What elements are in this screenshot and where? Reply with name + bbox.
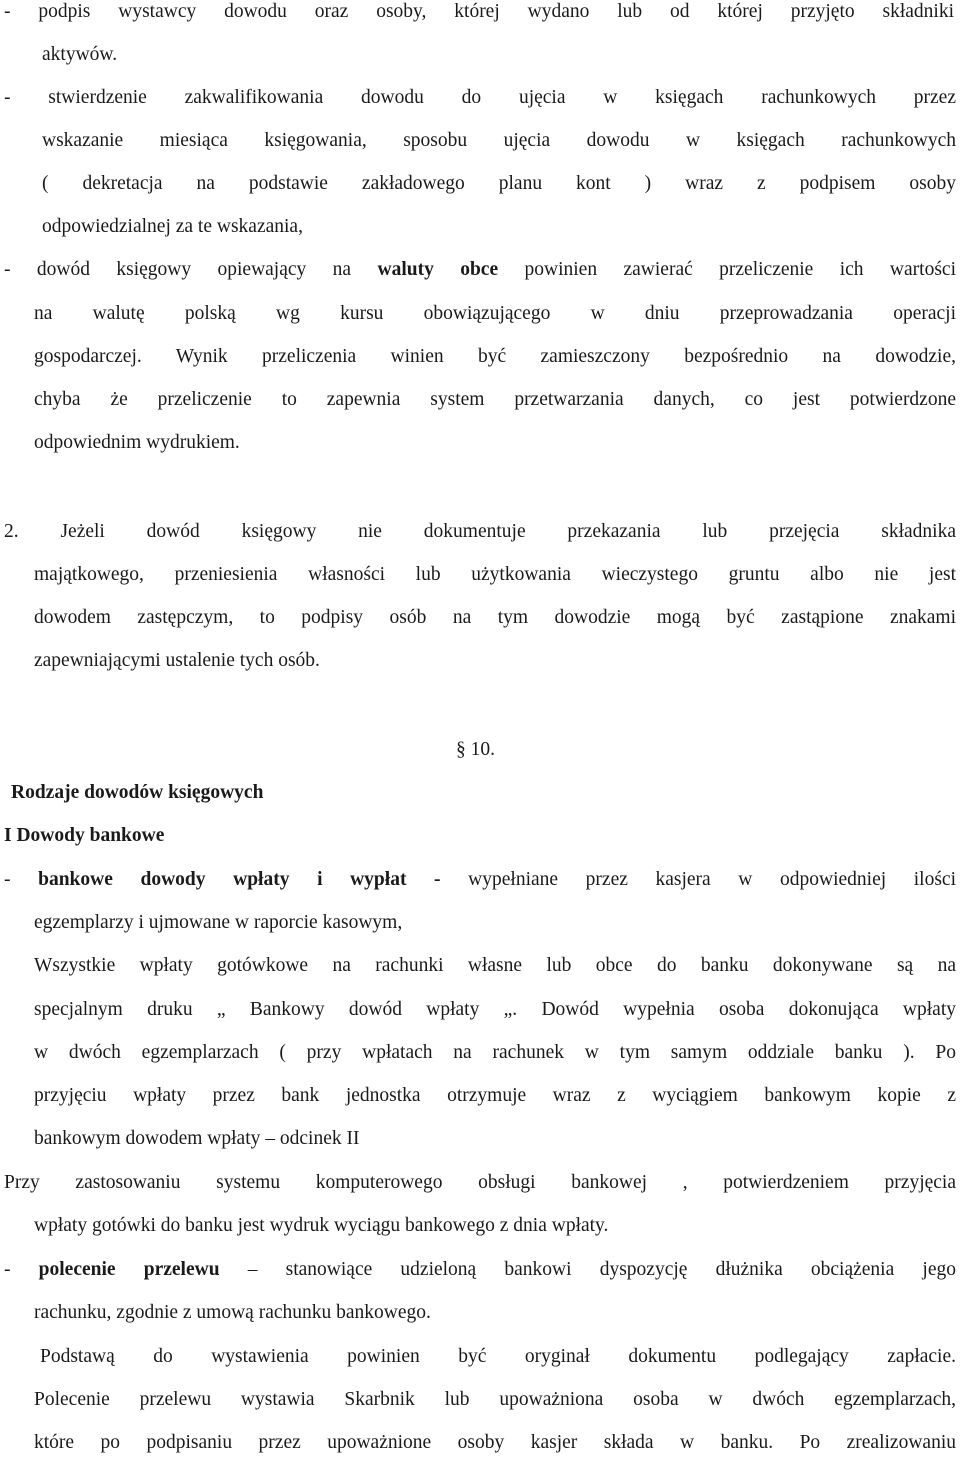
- text-span: wypełniane przez kasjera w odpowiedniej ilości: [468, 869, 957, 890]
- text-line: rachunku, zgodnie z umową rachunku bankowego.: [34, 1302, 431, 1323]
- text-span: – stanowiące udzieloną bankowi dyspozycję dłużnika obciążenia jego: [219, 1259, 956, 1280]
- text-line: Polecenie przelewu wystawia Skarbnik lub upoważniona osoba w dwóch egzemplarzach,: [34, 1389, 956, 1410]
- text-line: egzemplarzy i ujmowane w raporcie kasowym,: [34, 912, 403, 933]
- text-line: bankowym dowodem wpłaty – odcinek II: [34, 1128, 360, 1149]
- section-heading: Rodzaje dowodów księgowych: [11, 782, 264, 803]
- text-line: przyjęciu wpłaty przez bank jednostka otrzymuje wraz z wyciągiem bankowym kopie z: [34, 1085, 956, 1106]
- text-line: ( dekretacja na podstawie zakładowego planu kont ) wraz z podpisem osoby: [42, 173, 956, 194]
- text-line: gospodarczej. Wynik przeliczenia winien być zamieszczony bezpośrednio na dowodzie,: [34, 346, 956, 367]
- text-line: 2. Jeżeli dowód księgowy nie dokumentuje przekazania lub przejęcia składnika: [4, 521, 956, 542]
- bold-term: bankowe dowody wpłaty i wypłat -: [38, 869, 469, 890]
- text-line: aktywów.: [42, 44, 118, 65]
- text-line: które po podpisaniu przez upoważnione osoby kasjer składa w banku. Po zrealizowaniu: [34, 1432, 956, 1453]
- text-line: [4, 1258, 956, 1282]
- section-number: § 10.: [456, 739, 495, 760]
- text-line: [4, 868, 956, 892]
- text-line: - stwierdzenie zakwalifikowania dowodu do ujęcia w księgach rachunkowych przez: [4, 87, 956, 108]
- text-line: majątkowego, przeniesienia własności lub użytkowania wieczystego gruntu albo nie jest: [34, 564, 956, 585]
- text-line: Przy zastosowaniu systemu komputerowego obsługi bankowej , potwierdzeniem przyjęcia: [4, 1172, 956, 1193]
- text-line: zapewniającymi ustalenie tych osób.: [34, 650, 320, 671]
- subheading: I Dowody bankowe: [4, 825, 165, 846]
- text-line: Wszystkie wpłaty gotówkowe na rachunki własne lub obce do banku dokonywane są na: [34, 955, 956, 976]
- text-line: na walutę polską wg kursu obowiązującego w dniu przeprowadzania operacji: [34, 303, 956, 324]
- text-span: powinien zawierać przeliczenie ich wartości: [498, 259, 956, 280]
- text-line: wpłaty gotówki do banku jest wydruk wyciągu bankowego z dnia wpłaty.: [34, 1215, 609, 1236]
- text-line: odpowiedzialnej za te wskazania,: [42, 216, 303, 237]
- text-span: -: [4, 1259, 39, 1280]
- text-line: odpowiednim wydrukiem.: [34, 432, 240, 453]
- text-line: chyba że przeliczenie to zapewnia system przetwarzania danych, co jest potwierdzone: [34, 389, 956, 410]
- text-line: wskazanie miesiąca księgowania, sposobu ujęcia dowodu w księgach rachunkowych: [42, 130, 956, 151]
- text-span: -: [4, 869, 39, 890]
- text-line: w dwóch egzemplarzach ( przy wpłatach na rachunek w tym samym oddziale banku ). Po: [34, 1042, 956, 1063]
- bold-term: polecenie przelewu: [38, 1259, 220, 1280]
- text-line: - podpis wystawcy dowodu oraz osoby, której wydano lub od której przyjęto składniki: [4, 1, 954, 22]
- text-span: - dowód księgowy opiewający na: [4, 259, 378, 280]
- text-line: [4, 258, 956, 282]
- text-line: specjalnym druku „ Bankowy dowód wpłaty „. Dowód wypełnia osoba dokonująca wpłaty: [34, 999, 956, 1020]
- bold-term: waluty obce: [377, 259, 499, 280]
- text-line: Podstawą do wystawienia powinien być oryginał dokumentu podlegający zapłacie.: [40, 1346, 956, 1367]
- text-line: dowodem zastępczym, to podpisy osób na tym dowodzie mogą być zastąpione znakami: [34, 607, 956, 628]
